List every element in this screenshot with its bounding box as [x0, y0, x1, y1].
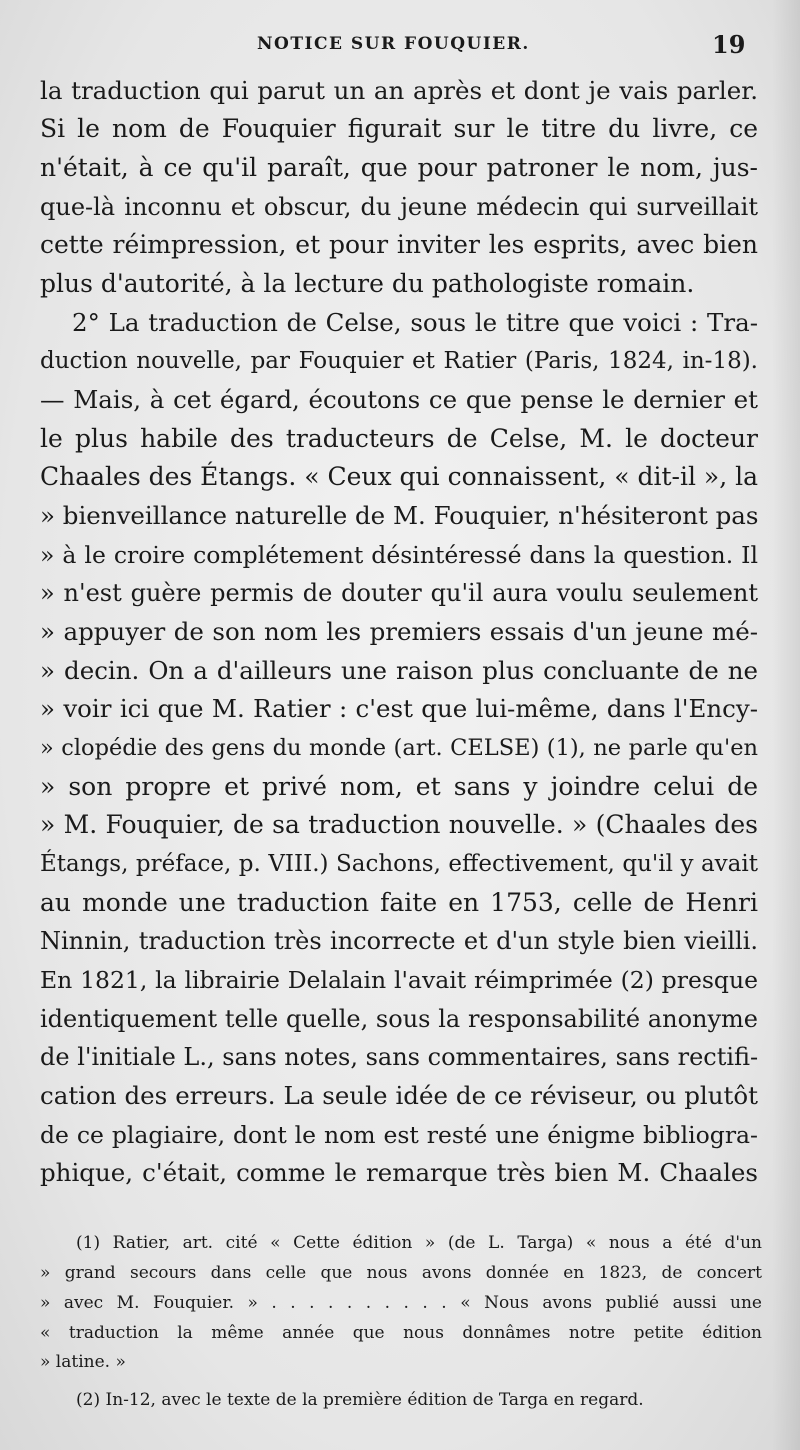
- text-line: cette réimpression, et pour inviter les esprits, avec bien: [40, 230, 758, 259]
- text-line: Ninnin, traduction très incorrecte et d'un style bien vieilli.: [40, 927, 758, 955]
- text-line: de ce plagiaire, dont le nom est resté une énigme bibliogra-: [40, 1121, 758, 1149]
- text-line: » M. Fouquier, de sa traduction nouvelle. » (Chaales des: [40, 810, 758, 839]
- text-line: » à le croire complétement désintéressé dans la question. Il: [40, 541, 758, 569]
- page-header: [0, 30, 800, 60]
- page-edge-shadow: [772, 0, 800, 1450]
- text-line: — Mais, à cet égard, écoutons ce que pense le dernier et: [40, 385, 758, 414]
- text-line: Chaales des Étangs. « Ceux qui connaissent, « dit-il », la: [40, 462, 758, 491]
- text-line: Si le nom de Fouquier figurait sur le titre du livre, ce: [40, 114, 758, 143]
- page-number: 19: [712, 30, 746, 59]
- footnote-line: (2) In-12, avec le texte de la première édition de Targa en regard.: [76, 1390, 644, 1410]
- text-line: » n'est guère permis de douter qu'il aura voulu seulement: [40, 579, 758, 607]
- text-line: » son propre et privé nom, et sans y joindre celui de: [40, 772, 758, 801]
- text-line: identiquement telle quelle, sous la responsabilité anonyme: [40, 1005, 758, 1033]
- text-line: duction nouvelle, par Fouquier et Ratier (Paris, 1824, in-18).: [40, 348, 758, 374]
- text-line: 2° La traduction de Celse, sous le titre que voici : Tra-: [72, 308, 758, 337]
- text-line: le plus habile des traducteurs de Celse, M. le docteur: [40, 424, 758, 453]
- text-line: » clopédie des gens du monde (art. CELSE) (1), ne parle qu'en: [40, 735, 758, 761]
- text-line: de l'initiale L., sans notes, sans commentaires, sans rectifi-: [40, 1043, 759, 1071]
- text-line: » decin. On a d'ailleurs une raison plus concluante de ne: [40, 656, 758, 685]
- footnote-line: (1) Ratier, art. cité « Cette édition » (de L. Targa) « nous a été d'un: [76, 1233, 762, 1253]
- text-line: la traduction qui parut un an après et dont je vais parler.: [40, 76, 758, 105]
- footnote-line: » avec M. Fouquier. » . . . . . . . . . . « Nous avons publié aussi une: [40, 1293, 762, 1313]
- text-line: En 1821, la librairie Delalain l'avait réimprimée (2) presque: [40, 966, 758, 994]
- footnote-line: » latine. »: [40, 1352, 126, 1372]
- footnote-line: » grand secours dans celle que nous avons donnée en 1823, de concert: [40, 1263, 762, 1283]
- text-line: cation des erreurs. La seule idée de ce réviseur, ou plutôt: [40, 1081, 758, 1110]
- text-line: que-là inconnu et obscur, du jeune médecin qui surveillait: [40, 193, 758, 221]
- text-line: » bienveillance naturelle de M. Fouquier, n'hésiteront pas: [40, 501, 759, 530]
- text-line: n'était, à ce qu'il paraît, que pour patroner le nom, jus-: [40, 153, 758, 182]
- footnote-line: « traduction la même année que nous donnâmes notre petite édition: [40, 1323, 762, 1343]
- text-line: au monde une traduction faite en 1753, celle de Henri: [40, 888, 758, 917]
- text-line: Étangs, préface, p. VIII.) Sachons, effectivement, qu'il y avait: [40, 851, 758, 877]
- text-line: » voir ici que M. Ratier : c'est que lui-même, dans l'Ency-: [40, 694, 758, 723]
- text-line: phique, c'était, comme le remarque très bien M. Chaales: [40, 1158, 758, 1187]
- running-title: NOTICE SUR FOUQUIER.: [257, 34, 530, 54]
- text-line: plus d'autorité, à la lecture du pathologiste romain.: [40, 269, 695, 298]
- text-line: » appuyer de son nom les premiers essais d'un jeune mé-: [40, 617, 758, 646]
